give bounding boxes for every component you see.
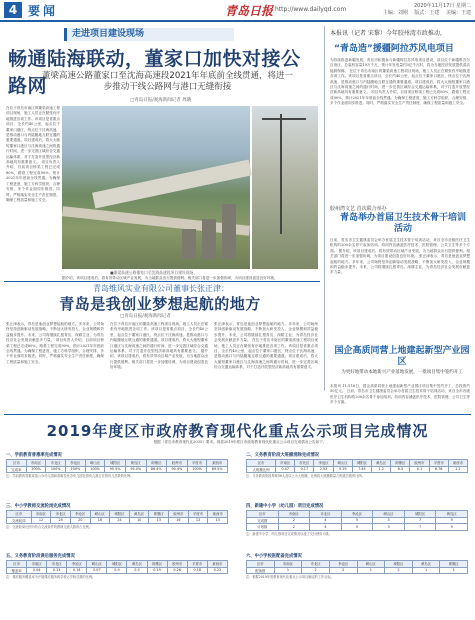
table-header-cell: 即墨区: [149, 511, 169, 518]
table-header-cell: 莱西市: [207, 561, 227, 568]
table-row: [7, 466, 228, 473]
table-cell: 覆盖率: [7, 567, 27, 574]
lead-byline: □青岛日报/观海新闻记者 周晓: [130, 98, 192, 103]
page-number: 4: [4, 2, 22, 18]
table-cell: 16: [169, 517, 189, 524]
report-table-3: [6, 503, 228, 530]
table-header-cell: 城阳区: [385, 561, 413, 568]
bottom-headline: 2019年度区市政府教育现代化重点公示项目完成情况: [46, 422, 429, 440]
table-cell: 4: [310, 524, 342, 531]
table-header-cell: 市南区: [278, 511, 310, 518]
table-cell: 100%: [46, 466, 66, 473]
second-byline: □青岛日报/观海新闻记者: [120, 314, 171, 319]
data-table: [6, 560, 228, 574]
table-cell: 2: [278, 524, 310, 531]
table-header-cell: 市北区: [51, 511, 71, 518]
right-story-1-headline: “青岛造”援疆阿拉苏风电项目: [334, 44, 454, 54]
table-header-cell: 崂山区: [333, 460, 352, 467]
table-title: 三、中小学教师交流轮岗完成情况: [6, 504, 71, 509]
table-cell: 1.2: [372, 466, 391, 473]
data-table: [246, 560, 468, 574]
newspaper-logo: 青岛日报: [225, 4, 274, 18]
table-header-cell: 李沧区: [70, 511, 90, 518]
table-cell: 1: [274, 567, 302, 574]
table-title: 一、学前教育普惠率完成情况: [6, 453, 62, 458]
table-row: [7, 567, 228, 574]
table-header-cell: 城阳区: [404, 511, 436, 518]
website-url[interactable]: http://www.dailyqd.com: [275, 6, 347, 13]
lead-photo-crane: [252, 106, 318, 269]
second-body-col-3: 张正津表示，青岛是他创业梦想起航的地方。多年来，公司始终坚持创新驱动发展战略，不断加大研发投入，企业规模和效益稳步提升。未来，公司将继续扎根青岛，深耕主业，为青岛经济社会发展贡献更多力量。 在位于青岛市南区的董梁高速工程项目现场，施工人员正在紧张有序地推进各项工作。该项目是省重点项目，全长约40公里，起点位于董家口港区，终点位于沈海高速，是推动港口与内陆腹地互联互通的重要通道。项目建成后，将大大缩短董家口港区与沈海高速之间的通行时间，进一步完善区域综合交通运输体系，对于打造开放型经济新高地具有重要意义。: [214, 322, 318, 370]
table-note: 注：根据2019年度教育现代化重点公示项目确定的工作目标。: [246, 575, 334, 579]
table-cell: 9: [436, 524, 468, 531]
table-cell: 计划数: [247, 524, 279, 531]
table-cell: 0.17: [295, 466, 314, 473]
table-cell: 8.3: [391, 466, 410, 473]
table-header-cell: 崂山区: [85, 460, 105, 467]
table-cell: 0.19: [333, 466, 352, 473]
table-header-cell: 市南区: [31, 511, 51, 518]
table-cell: 4: [310, 517, 342, 524]
bottom-divider: [4, 414, 471, 415]
table-cell: 0.13: [47, 567, 67, 574]
report-table-2: [246, 452, 468, 479]
table-cell: 13: [208, 517, 228, 524]
table-header-cell: 区市: [247, 561, 275, 568]
second-kicker: 青岛维风实业有限公司董事长张正津：: [93, 284, 229, 293]
table-cell: 100%: [85, 466, 105, 473]
table-cell: 0.26: [167, 567, 187, 574]
table-cell: 5: [341, 517, 373, 524]
table-row: [247, 466, 468, 473]
issue-date: 2020年11月17日 星期二 主编：刘刚 版式：王建 美编：王建: [382, 3, 471, 16]
table-cell: 0.9: [107, 567, 127, 574]
table-header-cell: 莱西市: [448, 460, 467, 467]
table-cell: 86.4%: [146, 466, 167, 473]
table-header-row: [7, 460, 228, 467]
right-story-2-headline: 青岛举办首届卫生技术骨干培训活动: [339, 213, 466, 234]
table-row: [7, 517, 228, 524]
right-story-3-headline: 国企高质同营上地建起新型产业园区: [334, 346, 470, 367]
table-header-cell: 平度市: [188, 511, 208, 518]
table-header-cell: 即墨区: [391, 460, 410, 467]
table-header-cell: 市南区: [274, 561, 302, 568]
table-title: 四、新建中小学（幼儿园）项目完成情况: [246, 504, 324, 509]
table-cell: 13: [188, 517, 208, 524]
bottom-intro: 根据《青岛市教育现代化2035》要求，现将2019年度区市政府教育现代化重点公示项目完成情况公告如下。: [153, 440, 327, 444]
lead-body-column-1: 在位于青岛市南区的董梁高速工程项目现场，施工人员正在紧张有序地推进各项工作。该项目是省重点项目，全长约40公里，起点位于董家口港区，终点位于沈海高速，是推动港口与内陆腹地互联互通的重要通道。项目建成后，将大大缩短董家口港区与沈海高速之间的通行时间，进一步完善区域综合交通运输体系，对于打造开放型经济新高地具有重要意义。 项目负责人介绍，目前项目桥梁工程已完成80%，路基工程完成90%，预计2021年年底前全线贯通。为确保工程进度，施工方科学组织，合理安排，多个作业面同步推进。同时，严格落实安全生产责任制度，确保工程质量和施工安全。: [6, 106, 60, 202]
table-cell: 1: [440, 567, 468, 574]
table-header-cell: 黄岛区: [372, 460, 391, 467]
table-cell: 18: [90, 517, 110, 524]
table-cell: 13: [149, 517, 169, 524]
table-header-cell: 市北区: [46, 460, 66, 467]
table-header-cell: 区市: [247, 511, 279, 518]
table-cell: 2: [278, 517, 310, 524]
table-cell: 大班额比例: [247, 466, 276, 473]
table-header-cell: 崂山区: [357, 561, 385, 568]
table-cell: 2: [385, 567, 413, 574]
table-header-cell: 城阳区: [105, 460, 126, 467]
right-story-2-body: 日前，青岛市卫生健康委员会举办首届卫生技术骨干培训活动，来自全市各级医疗卫生机构的200余名骨干参加培训。培训内容涵盖医疗技术、医院管理、公共卫生等多个方面。 据介绍，该项目建成后，将有效带动区域产业发展，为当地群众出行提供便利。相关部门将进一步加强协调，为项目建设创造良好环境。 张正津表示，青岛是他创业梦想起航的地方。多年来，公司始终坚持创新驱动发展战略，不断加大研发投入，企业规模和效益稳步提升。未来，公司将继续扎根青岛，深耕主业，为青岛经济社会发展贡献更多力量。: [330, 238, 470, 275]
table-header-cell: 区市: [7, 511, 32, 518]
table-header-cell: 黄岛区: [412, 561, 440, 568]
table-note: 注：新建中小学、幼儿园项目完成情况以竣工交付使用为准。: [246, 531, 333, 536]
table-cell: 89.5%: [207, 466, 228, 473]
data-table: [246, 459, 468, 473]
data-table: [246, 510, 468, 531]
table-cell: 1: [412, 567, 440, 574]
table-cell: 0.19: [147, 567, 167, 574]
data-table: [6, 459, 228, 473]
table-header-cell: 胶州市: [167, 460, 188, 467]
photo-caption: ■董梁高速公路董家口至沈海高速段项目建设现场。: [110, 270, 198, 275]
table-header-cell: 市北区: [295, 460, 314, 467]
data-table: [6, 510, 228, 524]
table-cell: 完成率: [7, 466, 27, 473]
table-cell: 12: [31, 517, 51, 524]
table-cell: 20: [70, 517, 90, 524]
table-cell: 0.07: [87, 567, 107, 574]
table-cell: 0.3: [127, 567, 147, 574]
table-header-cell: 莱西市: [207, 460, 228, 467]
lead-kicker: 走进项目建设现场: [64, 28, 234, 41]
page-header: [0, 0, 475, 22]
lead-headline: 畅通陆海联动，董家口加快对接公路网: [8, 48, 301, 97]
table-header-cell: 市北区: [302, 561, 330, 568]
table-header-cell: 市北区: [310, 511, 342, 518]
table-header-cell: 市北区: [47, 561, 67, 568]
table-note: 注：义务教育阶段每班56人及以上为大班额，比例指大班额数量占班级总数的比例。: [246, 474, 365, 478]
table-cell: 7: [404, 524, 436, 531]
table-cell: 0.18: [187, 567, 207, 574]
table-cell: 2.52: [314, 466, 333, 473]
table-cell: 100%: [26, 466, 46, 473]
report-table-6: [246, 553, 468, 580]
table-cell: 2: [302, 567, 330, 574]
table-header-cell: 胶州市: [169, 511, 189, 518]
lead-subheadline: 董梁高速公路董家口至沈海高速段2021年年底前全线贯通，将进一步推动干线公路网与港口无缝衔接: [41, 71, 294, 92]
table-cell: 7: [404, 517, 436, 524]
report-table-4: [246, 503, 468, 536]
table-cell: 100%: [66, 466, 86, 473]
table-title: 二、义务教育阶段大班额消除完成情况: [246, 453, 320, 458]
right-story-3-body: 本报讯 11月16日，国企高质同营上地建起新型产业园区项目集中签约开工，总投资约50亿元。 日前，青岛市卫生健康委员会举办首届卫生技术骨干培训活动，来自全市各级医疗卫生机构的200余名骨干参加培训。培训内容涵盖医疗技术、医院管理、公共卫生等多个方面。: [330, 384, 470, 405]
table-cell: 完成数: [247, 517, 279, 524]
table-header-cell: 城阳区: [110, 511, 130, 518]
table-row: [247, 524, 468, 531]
table-title: 五、义务教育阶段课后服务完成情况: [6, 554, 75, 559]
table-cell: 9: [436, 517, 468, 524]
table-header-cell: 胶州市: [167, 561, 187, 568]
table-header-cell: 李沧区: [341, 511, 373, 518]
table-header-cell: 李沧区: [314, 460, 333, 467]
lead-photo-construction: [62, 106, 250, 269]
table-note: 注：交流轮岗比例为符合交流条件的教师交流人数所占比例。: [6, 525, 93, 529]
report-table-1: [6, 452, 228, 479]
table-cell: 95.0%: [125, 466, 146, 473]
lead-body-continuation: 据介绍，该项目建成后，将有效带动区域产业发展，为当地群众出行提供便利。相关部门将进一步加强协调，为项目建设创造良好环境。: [62, 276, 278, 280]
table-header-cell: 崂山区: [373, 511, 405, 518]
table-cell: 90.4%: [167, 466, 188, 473]
table-header-cell: 区市: [247, 460, 276, 467]
table-header-cell: 市南区: [27, 561, 47, 568]
column-rule: [324, 26, 325, 391]
table-cell: 0.47: [276, 466, 295, 473]
report-table-5: [6, 553, 228, 580]
table-cell: 0.23: [207, 567, 227, 574]
table-header-cell: 市南区: [276, 460, 295, 467]
section-title: 要闻: [28, 4, 59, 18]
table-header-cell: 胶州市: [410, 460, 429, 467]
right-story-3-subheadline: 为更好地带动本地新兴产业落地发展，一批项目集中签约开工: [341, 370, 463, 375]
table-header-cell: 平度市: [429, 460, 448, 467]
table-header-cell: 区市: [7, 561, 27, 568]
table-header-cell: 即墨区: [440, 561, 468, 568]
table-cell: 100%: [187, 466, 207, 473]
table-cell: 10: [129, 517, 149, 524]
table-cell: 95.5%: [105, 466, 126, 473]
table-header-cell: 平度市: [187, 561, 207, 568]
table-cell: 3: [373, 517, 405, 524]
table-cell: 0.04: [27, 567, 47, 574]
table-cell: 0.1: [410, 466, 429, 473]
table-cell: 交流轮岗: [7, 517, 32, 524]
table-header-row: [247, 460, 468, 467]
table-header-cell: 李沧区: [66, 460, 86, 467]
table-cell: 5: [341, 524, 373, 531]
right-story-1-body: 为持续推进新疆发展，青岛市积极参与新疆阿拉苏风电项目建设，项目位于新疆维吾尔自治区，总装机容量10万千瓦，预计年发电量约3亿千瓦时，将为当地经济发展提供清洁能源保障。 在位于青岛市南区的董梁高速工程项目现场，施工人员正在紧张有序地推进各项工作。该项目是省重点项目，全长约40公里，起点位于董家口港区，终点位于沈海高速，是推动港口与内陆腹地互联互通的重要通道。项目建成后，将大大缩短董家口港区与沈海高速之间的通行时间，进一步完善区域综合交通运输体系，对于打造开放型经济新高地具有重要意义。 项目负责人介绍，目前项目桥梁工程已完成80%，路基工程完成90%，预计2021年年底前全线贯通。为确保工程进度，施工方科学组织，合理安排，多个作业面同步推进。同时，严格落实安全生产责任制度，确保工程质量和施工安全。: [330, 58, 470, 106]
second-headline: 青岛是我创业梦想起航的地方: [59, 295, 261, 313]
table-cell: 1: [357, 567, 385, 574]
table-cell: 7.44: [352, 466, 371, 473]
table-header-cell: 崂山区: [90, 511, 110, 518]
table-header-cell: 市南区: [26, 460, 46, 467]
table-cell: 0.14: [67, 567, 87, 574]
second-body-col-1: 张正津表示，青岛是他创业梦想起航的地方。多年来，公司始终坚持创新驱动发展战略，不断加大研发投入，企业规模和效益稳步提升。未来，公司将继续扎根青岛，深耕主业，为青岛经济社会发展贡献更多力量。 项目负责人介绍，目前项目桥梁工程已完成80%，路基工程完成90%，预计2021年年底前全线贯通。为确保工程进度，施工方科学组织，合理安排，多个作业面同步推进。同时，严格落实安全生产责任制度，确保工程质量和施工安全。: [6, 322, 104, 364]
table-header-cell: 黄岛区: [436, 511, 468, 518]
table-cell: 配备数: [247, 567, 275, 574]
table-header-row: [7, 511, 228, 518]
table-cell: 24: [110, 517, 130, 524]
second-body-col-2: 在位于青岛市南区的董梁高速工程项目现场，施工人员正在紧张有序地推进各项工作。该项目是省重点项目，全长约40公里，起点位于董家口港区，终点位于沈海高速，是推动港口与内陆腹地互联互通的重要通道。项目建成后，将大大缩短董家口港区与沈海高速之间的通行时间，进一步完善区域综合交通运输体系，对于打造开放型经济新高地具有重要意义。 据介绍，该项目建成后，将有效带动区域产业发展，为当地群众出行提供便利。相关部门将进一步加强协调，为项目建设创造良好环境。: [110, 322, 208, 370]
table-header-cell: 黄岛区: [127, 561, 147, 568]
table-row: [247, 567, 468, 574]
table-header-cell: 崂山区: [87, 561, 107, 568]
table-note: 注：课后服务覆盖率为开展课后服务的学校占学校总数的比例。: [6, 575, 96, 579]
table-header-cell: 黄岛区: [125, 460, 146, 467]
table-header-cell: 莱西市: [208, 511, 228, 518]
table-header-cell: 城阳区: [352, 460, 371, 467]
table-note: 注：学前教育普惠率指公办幼儿园和普惠性民办幼儿园在园幼儿数占在园幼儿总数的比例。: [6, 474, 134, 478]
table-header-cell: 平度市: [187, 460, 207, 467]
section-divider: [4, 281, 320, 282]
right-story-1-lead: 本报讯（记者 宋黎）今年胶州湾市政推动，: [330, 30, 446, 37]
table-cell: 3: [373, 524, 405, 531]
table-header-row: [7, 561, 228, 568]
table-title: 六、中小学校医配备完成情况: [246, 554, 302, 559]
table-header-cell: 即墨区: [146, 460, 167, 467]
table-cell: 1.2: [448, 466, 467, 473]
table-header-cell: 区市: [7, 460, 27, 467]
table-cell: 25: [51, 517, 71, 524]
table-header-cell: 即墨区: [147, 561, 167, 568]
table-header-cell: 黄岛区: [129, 511, 149, 518]
table-header-cell: 城阳区: [107, 561, 127, 568]
table-header-cell: 李沧区: [329, 561, 357, 568]
table-header-cell: 李沧区: [67, 561, 87, 568]
right-story-2-kicker: 胶州湾文艺 首次联合举办: [330, 206, 387, 212]
table-cell: 2: [329, 567, 357, 574]
table-cell: 6.78: [429, 466, 448, 473]
